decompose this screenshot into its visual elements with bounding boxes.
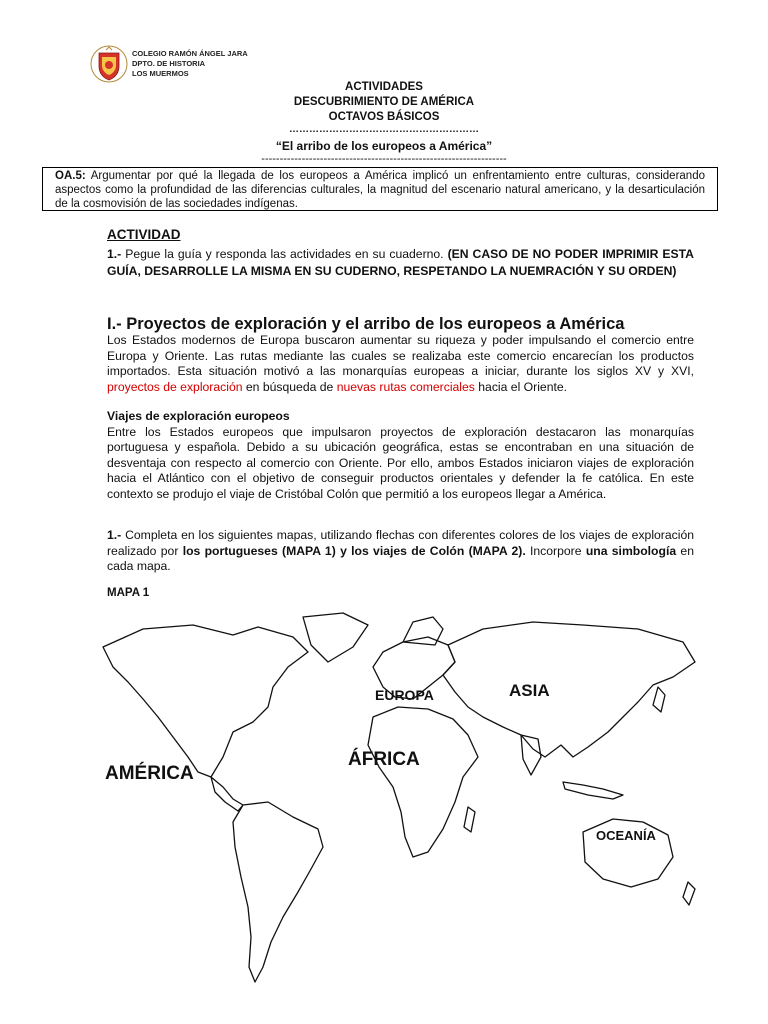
title-dots: ………………………………………………… — [289, 124, 479, 135]
activity-number: 1.- — [107, 247, 122, 261]
label-oceania: OCEANÍA — [596, 828, 656, 843]
section-paragraph-1 — [107, 333, 694, 395]
paragraph2-text: Entre los Estados europeos que impulsaron proyectos de exploración destacaron las monarquías portuguesa y española. Debido a su ubicación geográfica, estas se encontraban en una situación de desventaja con respecto al comercio con Oriente. Por ello, ambos Estados iniciaron viajes de exploración hacia el Atlántico con el objetivo de conseguir productos orientales y defender la fe católica. En este contexto se produjo el viaje de Cristóbal Colón que permitió a los europeos llegar a América. — [107, 424, 694, 501]
task-number: 1.- — [107, 528, 122, 542]
activity-instructions — [107, 246, 694, 280]
task-text-c: en cada mapa. — [107, 543, 694, 574]
school-crest-logo — [90, 44, 128, 84]
label-asia: ASIA — [509, 681, 550, 700]
south-america-outline — [233, 802, 323, 982]
indonesia-outline — [563, 782, 623, 799]
japan-outline — [653, 687, 665, 712]
world-map — [83, 607, 703, 1007]
objective-text: Argumentar por qué la llegada de los europeos a América implicó un enfrentamiento entre culturas, considerando aspectos como la profundidad de las diferencias culturales, la magnitud del escenario natural americano, y la desarticulación de la cosmovisión de las sociedades indígenas. — [55, 170, 705, 210]
highlight-rutas: nuevas rutas comerciales — [336, 379, 475, 394]
highlight-proyectos: proyectos de exploración — [107, 379, 243, 394]
label-america: AMÉRICA — [105, 763, 194, 784]
objective-box — [42, 167, 718, 211]
paragraph1-part-a: Los Estados modernos de Europa buscaron aumentar su riqueza y poder impulsando el comercio entre Europa y Oriente. Las rutas mediante las cuales se realizaba este comercio encarecían los productos importados. Esta situación motivó a las monarquías europeas a iniciar, durante los siglos XV y XVI, — [107, 333, 694, 379]
department-name: DPTO. DE HISTORIA — [132, 59, 206, 68]
africa-outline — [368, 707, 478, 857]
guide-subtitle: “El arribo de los europeos a América” — [275, 139, 493, 153]
activity-heading: ACTIVIDAD — [107, 227, 181, 242]
map-label: MAPA 1 — [107, 587, 150, 599]
section-title: I.- Proyectos de exploración y el arribo de los europeos a América — [107, 315, 625, 333]
task-instructions — [107, 528, 694, 575]
objective-code: OA.5: — [55, 170, 86, 182]
school-name: COLEGIO RAMÓN ÁNGEL JARA — [132, 49, 248, 58]
task-bold-2: una simbología — [585, 543, 677, 558]
north-america-outline — [103, 625, 308, 777]
label-europa: EUROPA — [375, 687, 434, 703]
activity-text: Pegue la guía y responda las actividades en su cuaderno. — [121, 247, 448, 261]
section-paragraph-2 — [107, 409, 694, 503]
paragraph1-part-c: hacia el Oriente. — [474, 379, 568, 394]
title-dashes: ------------------------------------------------------------------- — [261, 153, 507, 165]
paragraph1-part-b: en búsqueda de — [242, 379, 337, 394]
greenland-outline — [303, 613, 368, 662]
madagascar-outline — [464, 807, 475, 832]
subheading-viajes: Viajes de exploración europeos — [107, 409, 290, 423]
school-info — [132, 49, 248, 79]
new-zealand-outline — [683, 882, 695, 905]
task-bold-1: los portugueses (MAPA 1) y los viajes de Colón (MAPA 2). — [182, 543, 526, 558]
activity-note: (EN CASO DE NO PODER IMPRIMIR ESTA GUÍA, DESARROLLE LA MISMA EN SU CUDERNO, RESPETANDO LA NUEMRACIÓN Y SU ORDEN) — [107, 247, 694, 278]
task-text-a: Completa en los siguientes mapas, utilizando flechas con diferentes colores de los viajes de exploración realizado por — [107, 528, 694, 558]
title-actividades: ACTIVIDADES — [345, 81, 423, 93]
task-text-b: Incorpore — [525, 543, 586, 558]
central-america-outline — [211, 777, 243, 811]
title-octavos: OCTAVOS BÁSICOS — [328, 111, 440, 123]
school-location: LOS MUERMOS — [132, 69, 189, 78]
india-outline — [521, 735, 541, 775]
title-descubrimiento: DESCUBRIMIENTO DE AMÉRICA — [293, 96, 475, 108]
label-africa: ÁFRICA — [348, 749, 420, 770]
